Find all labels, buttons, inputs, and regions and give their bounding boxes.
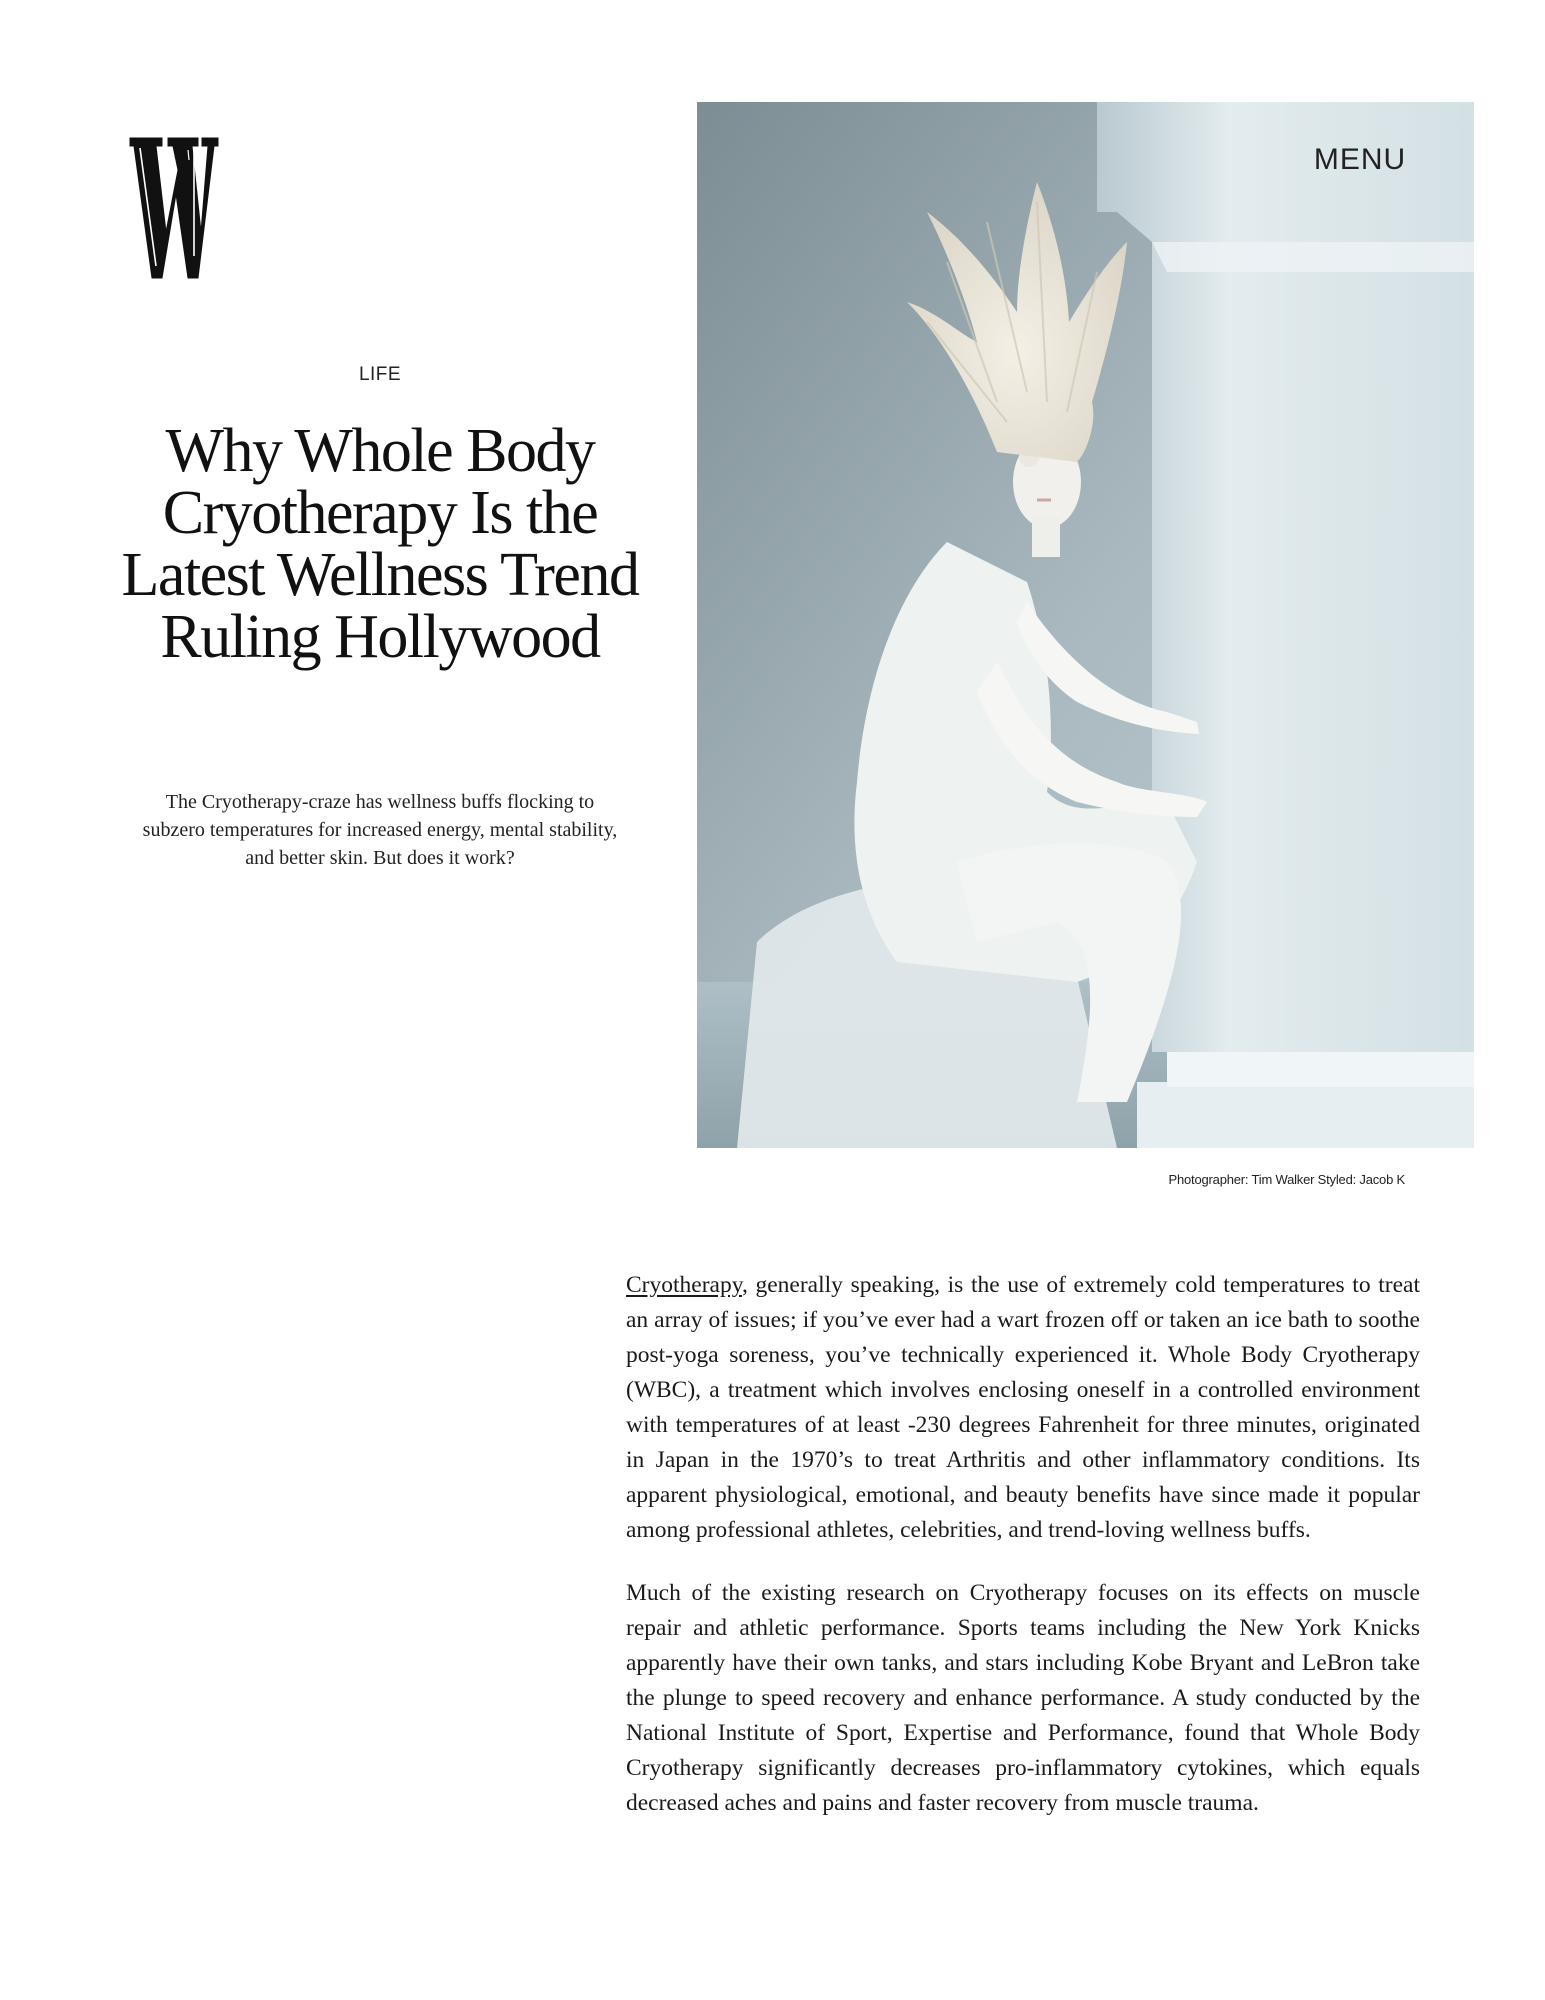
hero-image [697, 102, 1474, 1148]
article-paragraph [626, 1268, 1420, 1548]
hero-illustration [697, 102, 1474, 1148]
article-body [626, 1268, 1420, 1849]
article-paragraph [626, 1576, 1420, 1821]
paragraph-text: , generally speaking, is the use of extremely cold temperatures to treat an array of issues; if you’ve ever had a wart frozen off or taken an ice bath to soothe post-yoga soreness, you’ve technically experienced it. Whole Body Cryotherapy (WBC), a treatment which involves enclosing oneself in a controlled environment with temperatures of at least -230 degrees Fahrenheit for three minutes, originated in Japan in the 1970’s to treat Arthritis and other inflammatory conditions. Its apparent physiological, emotional, and beauty benefits have since made it popular among professional athletes, celebrities, and trend-loving wellness buffs. [626, 1272, 1420, 1543]
paragraph-text: Much of the existing research on Cryotherapy focuses on its effects on muscle repair and athletic performance. Sports teams including the New York Knicks apparently have their own tanks, and stars including Kobe Bryant and LeBron take the plunge to speed recovery and enhance performance. A study conducted by the National Institute of Sport, Expertise and Performance, found that Whole Body Cryotherapy significantly decreases pro-inflammatory cytokines, which equals decreased aches and pains and faster recovery from muscle trauma. [626, 1580, 1420, 1816]
w-magazine-logo[interactable] [128, 136, 220, 280]
w-logo-mark [128, 136, 220, 280]
article-title: Why Whole Body Cryotherapy Is the Latest Wellness Trend Ruling Hollywood [121, 417, 639, 671]
menu-button[interactable]: MENU [1300, 140, 1420, 180]
cryotherapy-link[interactable]: Cryotherapy [626, 1272, 742, 1298]
photo-credit-caption: Photographer: Tim Walker Styled: Jacob K [1168, 1172, 1405, 1187]
section-label-life[interactable]: LIFE [358, 364, 402, 385]
article-dek: The Cryotherapy-craze has wellness buffs flocking to subzero temperatures for increased energy, mental stability, and better skin. But does it work? [142, 791, 618, 869]
